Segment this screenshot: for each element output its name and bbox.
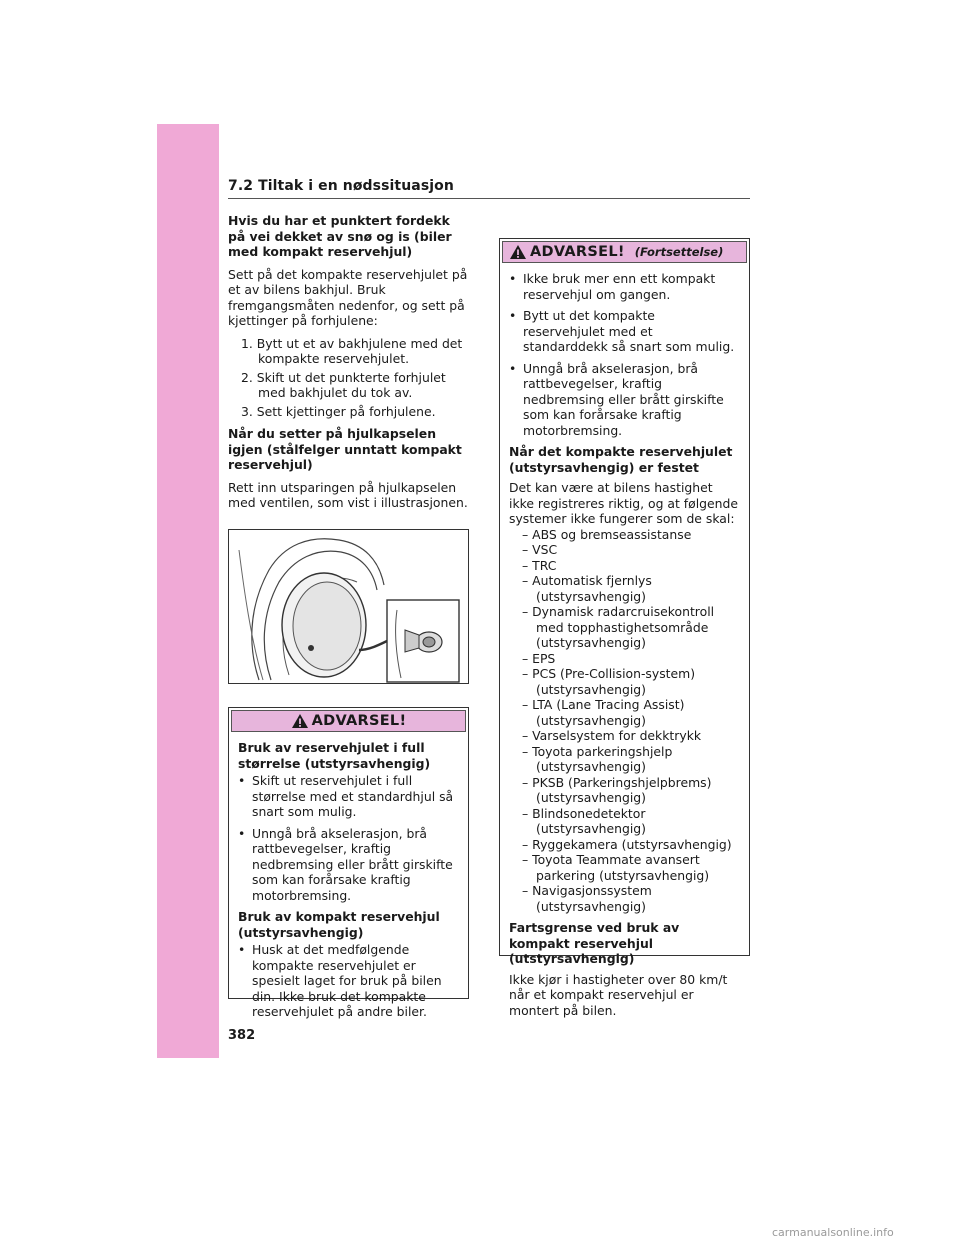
warning-continued-label: (Fortsettelse) — [634, 245, 724, 259]
warning-subheading-compact-fitted: Når det kompakte reservehjulet (utstyrsavhengig) er festet — [509, 444, 733, 475]
warning-header — [502, 241, 747, 263]
system-item: – PCS (Pre-Collision-system) (utstyrsavhengig) — [522, 666, 696, 697]
system-item: – Blindsonedetektor (utstyrsavhengig) — [522, 805, 647, 836]
header-rule — [228, 198, 750, 199]
system-item: – EPS — [522, 650, 556, 666]
warning-triangle-icon — [291, 713, 309, 729]
heading-hubcap: Når du setter på hjulkapselen igjen (stålfelger unntatt kompakt reservehjul) — [228, 426, 462, 472]
system-item: – Varselsystem for dekktrykk — [522, 728, 702, 743]
systems-list — [509, 527, 740, 915]
bullet-text: Husk at det medfølgende kompakte reservehjulet er spesielt laget for bruk på bilen din. Ikke bruk det kompakte reservehjulet på andre biler. — [252, 942, 442, 1019]
bullet-text: Ikke bruk mer enn ett kompakt reservehjul om gangen. — [523, 271, 716, 302]
warning-body — [229, 734, 468, 1032]
watermark: carmanualsonline.info — [772, 1226, 894, 1239]
bullet-text: Unngå brå akselerasjon, brå rattbevegelser, kraftig nedbremsing eller brått girskifte som kan forårsake kraftig motorbremsing. — [523, 360, 724, 438]
bullet-text: Unngå brå akselerasjon, brå rattbevegelser, kraftig nedbremsing eller brått girskifte som kan forårsake kraftig motorbremsing. — [252, 825, 453, 903]
bullet-dot: • — [238, 773, 246, 788]
step-item: 3. Sett kjettinger på forhjulene. — [241, 403, 436, 419]
section-header: 7.2 Tiltak i en nødssituasjon — [228, 178, 454, 194]
warning-subheading-compact-spare: Bruk av kompakt reservehjul (utstyrsavhengig) — [238, 909, 440, 940]
warning-box-right — [499, 238, 750, 1018]
system-item: – Toyota parkeringshjelp (utstyrsavhengig) — [522, 743, 673, 774]
paragraph-systems-intro: Det kan være at bilens hastighet ikke registreres riktig, og at følgende systemer ikke fungerer som de skal: — [509, 480, 739, 526]
system-item: – LTA (Lane Tracing Assist) (utstyrsavhengig) — [522, 697, 685, 728]
bullet-dot: • — [509, 308, 517, 323]
bullet-text: Bytt ut det kompakte reservehjulet med et standarddekk så snart som mulig. — [523, 308, 735, 354]
hubcap-illustration — [228, 529, 469, 684]
warning-header — [231, 710, 466, 732]
warning-title: ADVARSEL! — [530, 244, 625, 260]
paragraph-spare-instructions: Sett på det kompakte reservehjulet på et av bilens bakhjul. Bruk fremgangsmåten nedenfor, og sett på kjettinger på forhjulene: — [228, 266, 468, 328]
bullet-dot: • — [509, 271, 517, 286]
system-item: – TRC — [522, 557, 557, 573]
paragraph-speed-limit: Ikke kjør i hastigheter over 80 km/t når et kompakt reservehjul er montert på bilen. — [509, 971, 728, 1018]
bullet-item — [238, 773, 459, 820]
wheel-hubcap-drawing — [229, 530, 469, 684]
bullet-dot: • — [509, 360, 517, 376]
steps-list — [228, 336, 468, 420]
bullet-dot: • — [238, 825, 246, 841]
step-item: 1. Bytt ut et av bakhjulene med det kompakte reservehjulet. — [241, 335, 463, 366]
step-item: 2. Skift ut det punkterte forhjulet med bakhjulet du tok av. — [241, 369, 446, 400]
warning-triangle-icon — [509, 244, 527, 260]
system-item: – Navigasjonssystem (utstyrsavhengig) — [522, 883, 652, 914]
system-item: – Dynamisk radarcruisekontroll med topphastighetsområde (utstyrsavhengig) — [522, 604, 715, 650]
system-item: – Ryggekamera (utstyrsavhengig) — [522, 836, 732, 852]
bullet-dot: • — [238, 942, 246, 957]
warning-subheading-speed-limit: Fartsgrense ved bruk av kompakt reservehjul (utstyrsavhengig) — [509, 920, 680, 966]
system-item: – VSC — [522, 542, 558, 557]
warning-subheading-full-spare: Bruk av reservehjulet i full størrelse (utstyrsavhengig) — [238, 740, 431, 771]
paragraph-hubcap: Rett inn utsparingen på hjulkapselen med ventilen, som vist i illustrasjonen. — [228, 479, 468, 510]
bullet-item — [238, 942, 459, 1020]
system-item: – Automatisk fjernlys (utstyrsavhengig) — [522, 573, 652, 604]
bullet-item — [509, 308, 740, 355]
system-item: – Toyota Teammate avansert parkering (utstyrsavhengig) — [522, 852, 710, 883]
bullet-item — [509, 361, 740, 439]
bullet-item — [238, 826, 459, 904]
warning-body — [500, 265, 749, 1031]
bullet-text: Skift ut reservehjulet i full størrelse med et standardhjul så snart som mulig. — [252, 773, 454, 819]
system-item: – PKSB (Parkeringshjelpbrems) (utstyrsavhengig) — [522, 774, 712, 805]
system-item: – ABS og bremseassistanse — [522, 526, 692, 542]
heading-flat-tire-snow: Hvis du har et punktert fordekk på vei dekket av snø og is (biler med kompakt reservehjul) — [228, 213, 452, 259]
warning-box-left — [228, 707, 469, 1019]
page-number: 382 — [228, 1028, 256, 1043]
left-column — [228, 213, 468, 518]
warning-title: ADVARSEL! — [311, 713, 407, 729]
bullet-item — [509, 271, 740, 302]
